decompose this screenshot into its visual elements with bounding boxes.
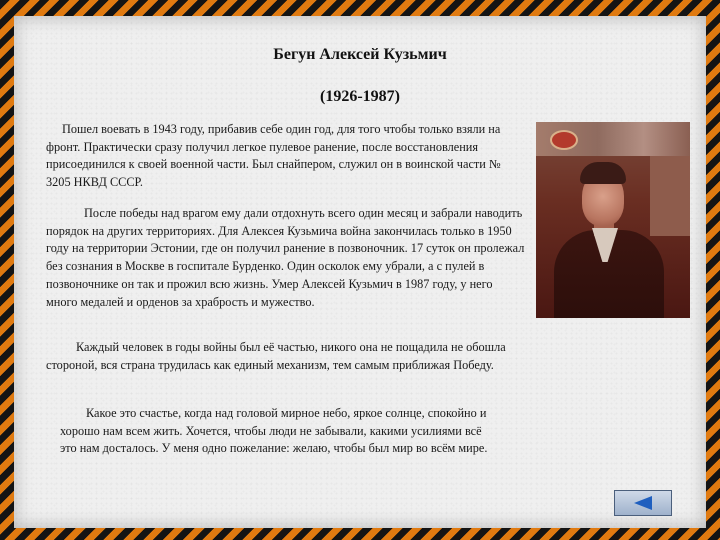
wall-emblem-icon [550, 130, 578, 150]
portrait-photo [536, 122, 690, 318]
page-title: Бегун Алексей Кузьмич [273, 46, 447, 63]
paragraph-wish-for-peace: Какое это счастье, когда над головой мирное небо, яркое солнце, спокойно и хорошо нам всем жить. Хочется, чтобы люди не забывали, какими усилиями всё это нам досталось. У меня одно пожелание: желаю, чтобы был мир во всём мире. [60, 406, 488, 456]
left-triangle-icon [632, 495, 654, 511]
paragraph-whole-country: Каждый человек в годы войны был её частью, никого она не пощадила не обошла стороной, вся страна трудилась как единый механизм, тем самым приближая Победу. [46, 340, 506, 372]
back-button[interactable] [614, 490, 672, 516]
paragraph-after-victory: После победы над врагом ему дали отдохнуть всего один месяц и забрали наводить порядок на других территориях. Для Алексея Кузьмича война закончилась только в 1950 году на территории Эстонии, где он получил ранение в позвоночник. 17 суток он пролежал без сознания в Москве в госпитале Бурденко. Один осколок ему убрали, а с пулей в позвоночнике он так и прожил всю жизнь. Умер Алексей Кузьмич в 1987 году, у него много медалей и орденов за храбрость и мужество. [46, 206, 525, 309]
paragraph-war-service: Пошел воевать в 1943 году, прибавив себе один год, для того чтобы только взяли на фронт. Практически сразу получил легкое пулевое ранение, после восстановления присоединился к своей военной части. Был снайпером, служил он в воинской части № 3205 НКВД СССР. [46, 122, 501, 190]
life-years: (1926-1987) [320, 88, 400, 105]
